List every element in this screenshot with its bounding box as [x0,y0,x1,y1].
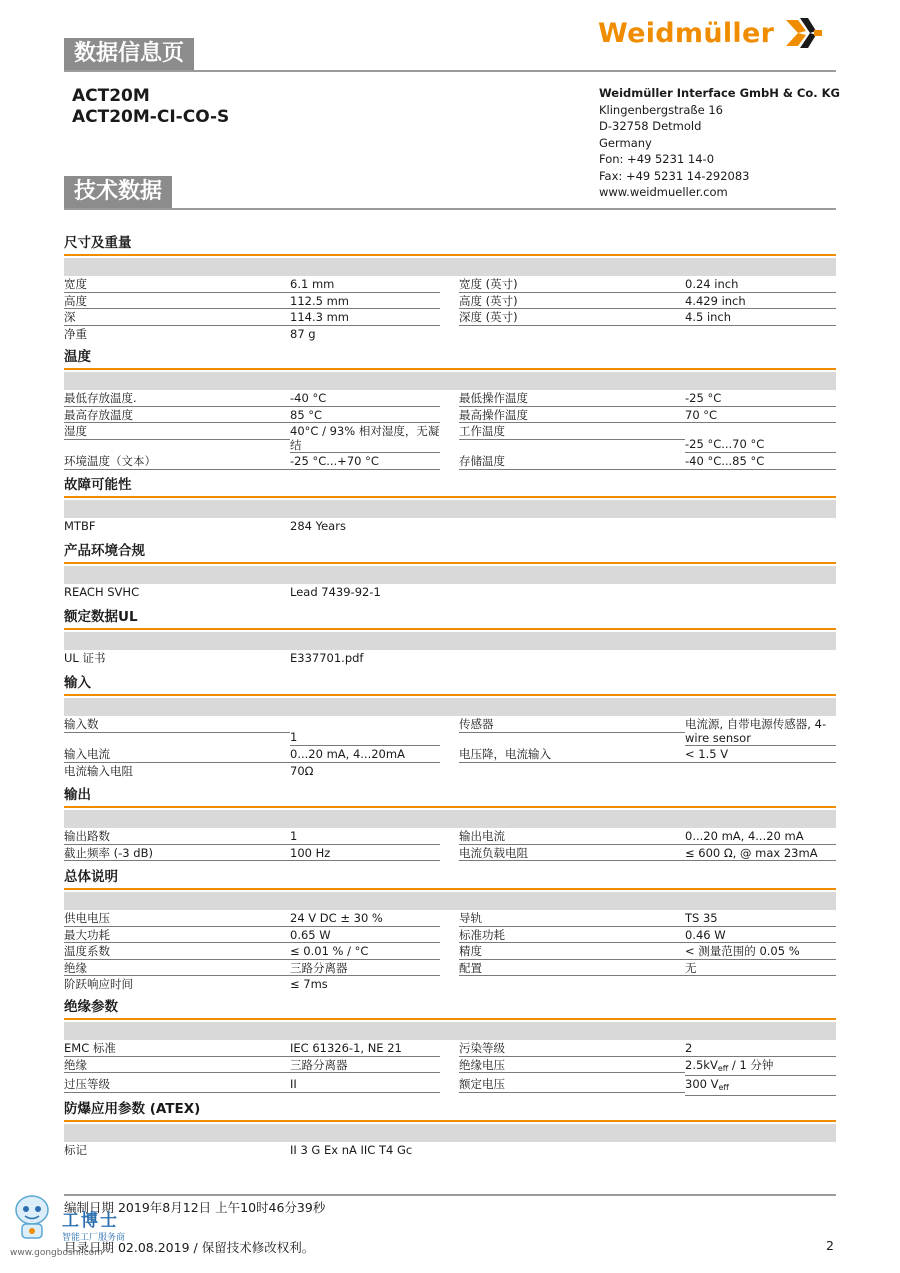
spec-value: IEC 61326-1, NE 21 [290,1040,440,1057]
spec-value-right: 0.46 W [685,927,836,944]
spec-label-right: 配置 [459,960,685,977]
spec-value: ≤ 7ms [290,977,328,991]
spec-value: -40 °C [290,390,440,407]
section-rows [64,1142,836,1158]
logo-text: Weidmüller [598,17,775,49]
spec-row [64,828,836,845]
spec-label-right: 绝缘电压 [459,1057,685,1074]
section-atex [64,1100,836,1158]
spec-label-right [459,584,685,586]
section-temperature [64,348,836,470]
logo-mark-icon [784,16,824,50]
spec-row [64,326,836,342]
spec-label-right: 深度 (英寸) [459,309,685,326]
spec-value-right [685,976,836,978]
datasheet-label: 数据信息页 [64,38,194,70]
footer-catalog-date: 目录日期 02.08.2019 / 保留技术修改权利。 [64,1240,315,1255]
spec-value: 114.3 mm [290,309,440,326]
section-rows [64,828,836,861]
spec-row [64,716,836,746]
spec-label: 输出路数 [64,828,290,845]
footer-created-date: 编制日期 2019年8月12日 上午10时46分39秒 [64,1200,326,1215]
spec-row [64,1076,836,1096]
spec-row [64,453,836,470]
watermark-brand: 工博士 [62,1211,119,1231]
spec-label: 高度 [64,293,290,310]
spec-row [64,1142,836,1158]
spec-value-right: TS 35 [685,910,836,927]
section-rows [64,910,836,992]
spec-row [64,584,836,600]
spec-value-right: 4.5 inch [685,309,836,326]
spec-label-right: 电流负载电阻 [459,845,685,862]
spec-label-right: 高度 (英寸) [459,293,685,310]
spec-row [64,943,836,960]
spec-label: 湿度 [64,423,290,440]
spec-value-right [685,518,836,520]
company-name: Weidmüller Interface GmbH & Co. KG [599,86,840,100]
spec-label: REACH SVHC [64,585,140,599]
section-title: 总体说明 [64,869,118,885]
spec-label: 环境温度（文本） [64,453,290,470]
section-dims [64,234,836,341]
spec-value: II 3 G Ex nA IIC T4 Gc [290,1143,413,1157]
spec-row [64,1040,836,1057]
spec-value-right: -40 °C...85 °C [685,453,836,470]
spec-label-right [459,976,685,978]
spec-value-right: 2 [685,1040,836,1057]
spec-label-right: 存储温度 [459,453,685,470]
spec-label: 输入电流 [64,746,290,763]
section-title: 输入 [64,675,91,691]
robot-mascot-icon [10,1192,54,1244]
spec-value: 三路分离器 [290,1057,440,1074]
spec-value-right: -25 °C...70 °C [685,423,836,453]
spec-label: 宽度 [64,276,290,293]
spec-row [64,763,836,779]
section-rows [64,716,836,778]
spec-label-right: 导轨 [459,910,685,927]
spec-value: 284 Years [290,519,346,533]
spec-row [64,518,836,534]
spec-row [64,650,836,666]
duration-suffix: / 1 分钟 [728,1057,774,1072]
spec-label-right: 标准功耗 [459,927,685,944]
spec-row [64,1057,836,1077]
spec-label-right: 污染等级 [459,1040,685,1057]
section-failure [64,476,836,534]
spec-label: 深 [64,309,290,326]
spec-value: 24 V DC ± 30 % [290,910,440,927]
spec-label-right [459,650,685,652]
watermark-tagline: 智能工厂服务商 [62,1233,126,1243]
spec-label-right: 电压降，电流输入 [459,746,685,763]
spec-label: 绝缘 [64,1057,290,1074]
footer-divider [64,1194,836,1196]
spec-value-right [685,1142,836,1144]
spec-value-right: 70 °C [685,407,836,424]
spec-row [64,910,836,927]
spec-value: ≤ 0.01 % / °C [290,943,440,960]
spec-label: 供电电压 [64,910,290,927]
section-input [64,674,836,778]
spec-label-right: 工作温度 [459,423,685,440]
company-fax: Fax: +49 5231 14-292083 [599,168,750,183]
spec-value-right [685,763,836,765]
spec-label-right: 宽度 (英寸) [459,276,685,293]
eff-subscript: eff [718,1083,729,1092]
section-output [64,786,836,861]
spec-label: 最低存放温度. [64,390,290,407]
section-ul [64,608,836,666]
company-address [599,85,840,201]
spec-value-right: ≤ 600 Ω, @ max 23mA [685,845,836,862]
spec-label-right: 精度 [459,943,685,960]
spec-value: 85 °C [290,407,440,424]
eff-subscript: eff [717,1063,729,1073]
spec-row [64,423,836,453]
spec-row [64,390,836,407]
section-environment [64,542,836,600]
spec-label-right [459,1142,685,1144]
spec-value: 1 [290,716,440,746]
spec-value-right: 0...20 mA, 4...20 mA [685,828,836,845]
spec-row [64,845,836,862]
spec-value-right: 电流源, 自带电源传感器, 4-wire sensor [685,716,836,746]
spec-value-right: 0.24 inch [685,276,836,293]
company-logo [598,16,824,50]
spec-value: 100 Hz [290,845,440,862]
spec-value-right: -25 °C [685,390,836,407]
section-general [64,868,836,992]
section-rows [64,518,836,534]
spec-value: 0...20 mA, 4...20mA [290,746,440,763]
spec-row [64,927,836,944]
section-title: 产品环境合规 [64,543,145,559]
page-number: 2 [826,1238,834,1253]
spec-label-right: 额定电压 [459,1076,685,1093]
spec-label-right: 传感器 [459,716,685,733]
section-title: 防爆应用参数 (ATEX) [64,1101,201,1117]
spec-value: 6.1 mm [290,276,440,293]
spec-label-right: 输出电流 [459,828,685,845]
spec-row [64,746,836,763]
section-title: 温度 [64,349,91,365]
spec-value: Lead 7439-92-1 [290,585,381,599]
company-website[interactable]: www.weidmueller.com [599,185,728,199]
spec-row [64,293,836,310]
spec-value: 70Ω [290,763,314,778]
spec-value: -25 °C...+70 °C [290,453,440,470]
spec-value: 1 [290,828,440,845]
spec-value-right: 无 [685,960,836,977]
spec-label: 输入数 [64,716,290,733]
spec-label-right: 最低操作温度 [459,390,685,407]
section-rows [64,276,836,341]
watermark [8,1190,148,1260]
spec-value-right: < 1.5 V [685,746,836,763]
spec-value-right: 4.429 inch [685,293,836,310]
spec-label-right [459,518,685,520]
section-title: 故障可能性 [64,477,132,493]
company-country: Germany [599,135,652,150]
spec-value-right [685,584,836,586]
spec-value: 87 g [290,326,316,341]
spec-label: 净重 [64,326,87,341]
spec-value-right [685,650,836,652]
section-title: 输出 [64,787,91,803]
section-title: 绝缘参数 [64,999,118,1015]
spec-value-right: < 测量范围的 0.05 % [685,943,836,960]
spec-label: 温度系数 [64,943,290,960]
product-name-1: ACT20M [72,86,150,106]
spec-value-right [685,326,836,328]
spec-label-right: 最高操作温度 [459,407,685,424]
spec-value: E337701.pdf [290,651,364,665]
spec-label-right [459,326,685,328]
company-phone: Fon: +49 5231 14-0 [599,152,715,166]
spec-value-right: $2.5kV_{eff} / 1$ 分钟 [685,1057,836,1077]
section-title: 额定数据UL [64,609,138,625]
watermark-url: www.gongboshi.com [10,1248,103,1258]
spec-value: 112.5 mm [290,293,440,310]
company-city: D-32758 Detmold [599,119,702,133]
section-insulation [64,998,836,1096]
spec-value: II [290,1076,440,1093]
spec-row [64,960,836,977]
spec-label: EMC 标准 [64,1040,290,1057]
section-rows [64,390,836,470]
spec-label: UL 证书 [64,651,106,665]
spec-value: 三路分离器 [290,960,440,977]
header-divider [64,70,836,72]
spec-label: 过压等级 [64,1076,290,1093]
spec-value-right: 300 $V_{eff}$ [685,1076,836,1096]
spec-label: MTBF [64,519,96,533]
section-title: 尺寸及重量 [64,235,132,251]
tech-data-label: 技术数据 [64,176,172,208]
spec-label: 最高存放温度 [64,407,290,424]
tech-divider [64,208,836,210]
spec-label: 绝缘 [64,960,290,977]
product-name-2: ACT20M-CI-CO-S [72,107,230,127]
spec-label: 阶跃响应时间 [64,977,133,991]
spec-row [64,309,836,326]
section-rows [64,1040,836,1096]
company-street: Klingenbergstraße 16 [599,102,723,117]
section-rows [64,650,836,666]
spec-label: 截止频率 (-3 dB) [64,845,290,862]
spec-label: 标记 [64,1143,87,1157]
section-rows [64,584,836,600]
spec-label-right [459,763,685,765]
spec-row [64,407,836,424]
spec-row [64,276,836,293]
spec-row [64,976,836,992]
spec-label: 最大功耗 [64,927,290,944]
spec-value: 40°C / 93% 相对湿度，无凝结 [290,424,440,452]
spec-value: 0.65 W [290,927,440,944]
spec-label: 电流输入电阻 [64,763,133,778]
